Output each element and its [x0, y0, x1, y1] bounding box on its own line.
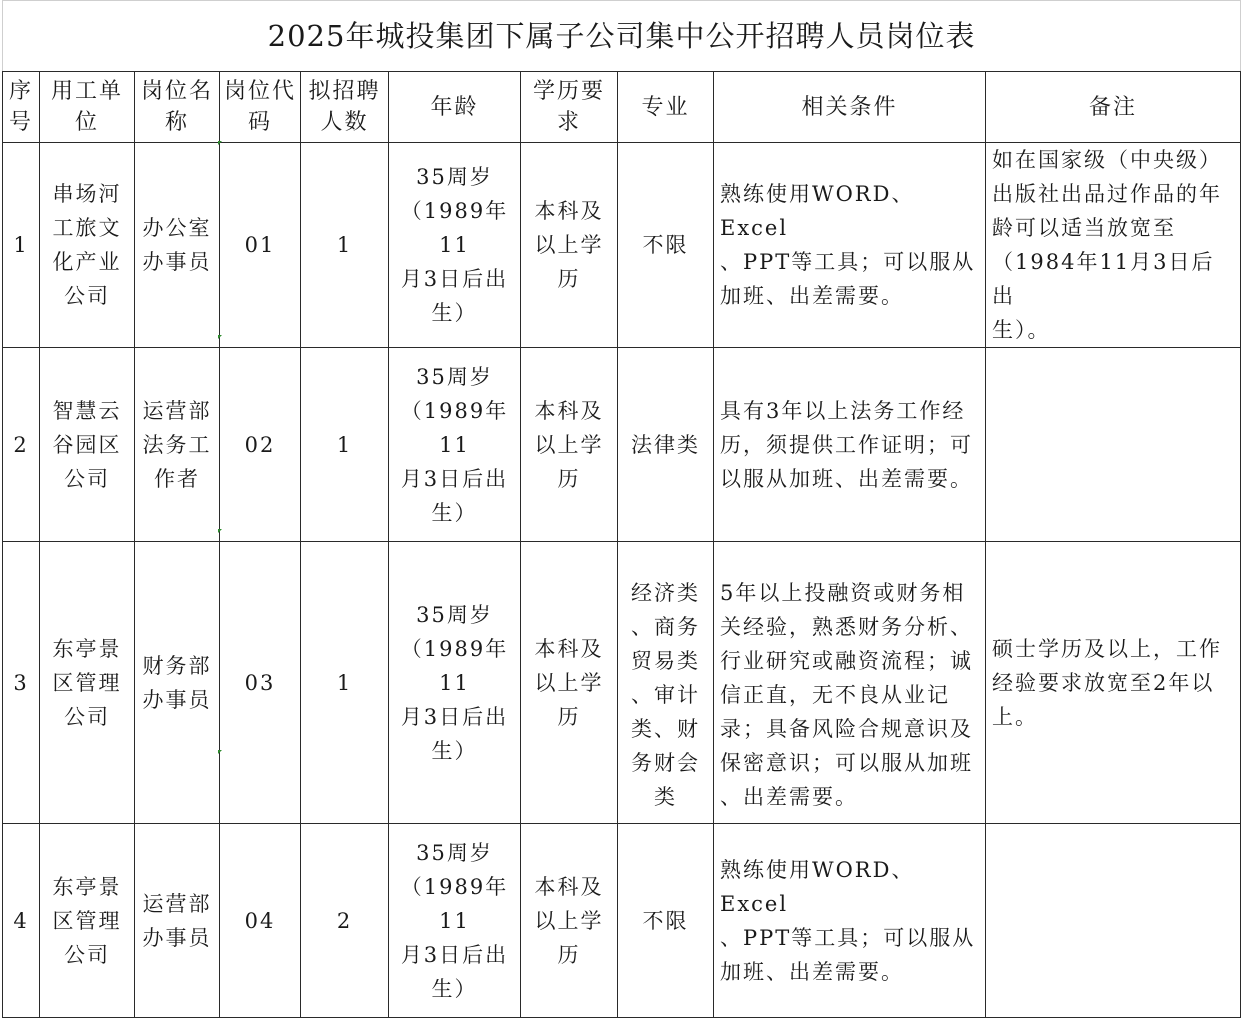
row-major-cell[interactable]: [618, 542, 714, 824]
table-row: [3, 542, 1241, 824]
row-education[interactable]: 本科及 以上学 历: [521, 542, 618, 824]
row-remarks[interactable]: [986, 824, 1241, 1018]
header-conditions[interactable]: 相关条件: [714, 72, 986, 143]
table-title[interactable]: 2025年城投集团下属子公司集中公开招聘人员岗位表: [3, 1, 1241, 72]
row-remarks[interactable]: [986, 348, 1241, 542]
row-code[interactable]: 03: [220, 542, 301, 824]
row-count[interactable]: 1: [301, 143, 389, 348]
row-count[interactable]: 1: [301, 348, 389, 542]
row-count[interactable]: 1: [301, 542, 389, 824]
row-major[interactable]: 不限: [618, 824, 714, 1018]
row-remarks[interactable]: 硕士学历及以上，工作 经验要求放宽至2年以 上。: [986, 542, 1241, 824]
row-code[interactable]: 01: [220, 143, 301, 348]
row-conditions[interactable]: 具有3年以上法务工作经 历，须提供工作证明；可 以服从加班、出差需要。: [714, 348, 986, 542]
row-seq[interactable]: 4: [3, 824, 40, 1018]
header-seq[interactable]: 序 号: [3, 72, 40, 143]
row-age[interactable]: 35周岁 （1989年11 月3日后出 生）: [389, 824, 521, 1018]
header-education[interactable]: 学历要 求: [521, 72, 618, 143]
table-row: [3, 348, 1241, 542]
cell-note-marker: [218, 529, 222, 533]
row-code[interactable]: 04: [220, 824, 301, 1018]
header-remarks[interactable]: 备注: [986, 72, 1241, 143]
row-count[interactable]: 2: [301, 824, 389, 1018]
row-position[interactable]: 运营部 办事员: [135, 824, 220, 1018]
header-count[interactable]: 拟招聘 人数: [301, 72, 389, 143]
row-unit[interactable]: 东亭景 区管理 公司: [40, 824, 135, 1018]
header-code[interactable]: 岗位代 码: [220, 72, 301, 143]
row-age[interactable]: 35周岁 （1989年11 月3日后出 生）: [389, 542, 521, 824]
row-seq[interactable]: 2: [3, 348, 40, 542]
row-position[interactable]: 办公室 办事员: [135, 143, 220, 348]
header-row: [3, 72, 1241, 143]
cell-note-marker: [218, 335, 222, 339]
row-major[interactable]: 法律类: [618, 348, 714, 542]
row-major: 经济类 、商务 贸易类 、审计 类、财 务财会 类: [631, 581, 700, 809]
row-unit[interactable]: 串场河 工旅文 化产业 公司: [40, 143, 135, 348]
row-conditions: 5年以上投融资或财务相 关经验，熟悉财务分析、 行业研究或融资流程；诚 信正直，无不良从业记 录；具备风险合规意识及 保密意识；可以服从加班 、出差需要。: [720, 581, 973, 809]
row-position[interactable]: 财务部 办事员: [135, 542, 220, 824]
header-unit[interactable]: 用工单 位: [40, 72, 135, 143]
header-position[interactable]: 岗位名 称: [135, 72, 220, 143]
row-unit[interactable]: 东亭景 区管理 公司: [40, 542, 135, 824]
row-education[interactable]: 本科及 以上学 历: [521, 348, 618, 542]
table-row: [3, 824, 1241, 1018]
row-age[interactable]: 35周岁 （1989年11 月3日后出 生）: [389, 143, 521, 348]
row-conditions[interactable]: 熟练使用WORD、Excel 、PPT等工具；可以服从 加班、出差需要。: [714, 143, 986, 348]
header-major[interactable]: 专业: [618, 72, 714, 143]
row-conditions-cell[interactable]: [714, 542, 986, 824]
row-code[interactable]: 02: [220, 348, 301, 542]
row-major[interactable]: 不限: [618, 143, 714, 348]
row-seq[interactable]: 1: [3, 143, 40, 348]
row-remarks[interactable]: 如在国家级（中央级） 出版社出品过作品的年 龄可以适当放宽至 （1984年11月3日后出 生）。: [986, 143, 1241, 348]
row-age[interactable]: 35周岁 （1989年11 月3日后出 生）: [389, 348, 521, 542]
row-education[interactable]: 本科及 以上学 历: [521, 824, 618, 1018]
table-row: [3, 143, 1241, 348]
job-position-table: [2, 0, 1241, 1018]
cell-note-marker: [218, 750, 222, 754]
row-position[interactable]: 运营部 法务工 作者: [135, 348, 220, 542]
row-conditions[interactable]: 熟练使用WORD、Excel 、PPT等工具；可以服从 加班、出差需要。: [714, 824, 986, 1018]
row-unit[interactable]: 智慧云 谷园区 公司: [40, 348, 135, 542]
cell-note-marker: [218, 141, 222, 145]
header-age[interactable]: 年龄: [389, 72, 521, 143]
row-seq[interactable]: 3: [3, 542, 40, 824]
row-education[interactable]: 本科及 以上学 历: [521, 143, 618, 348]
